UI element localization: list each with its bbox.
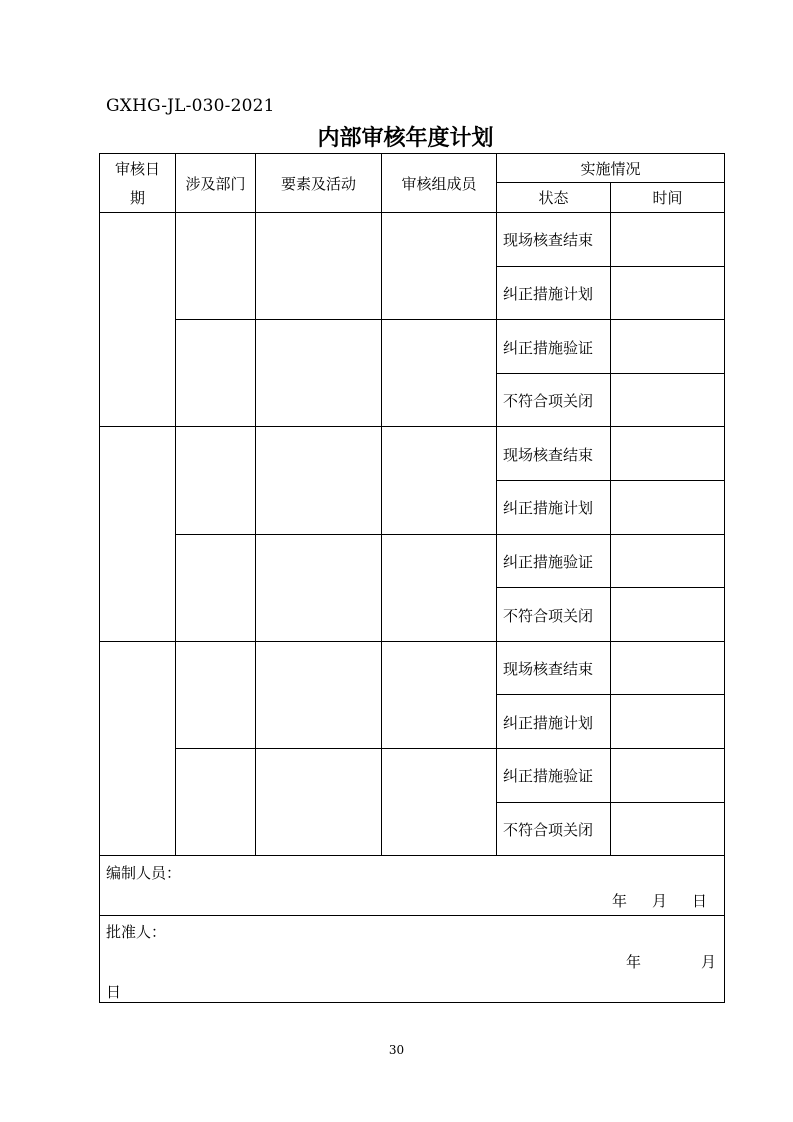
status-cell: 现场核查结束 [503,660,594,678]
header-elements-activities: 要素及活动 [280,175,356,193]
compiler-year: 年 [612,892,628,910]
header-status: 状态 [538,189,569,207]
status-cell: 不符合项关闭 [503,821,594,839]
status-cell: 不符合项关闭 [503,392,594,410]
header-audit-date-line2: 期 [129,189,145,207]
status-cell: 现场核查结束 [503,231,594,249]
approver-year: 年 [626,953,642,971]
status-cell: 纠正措施计划 [503,499,594,517]
page-number: 30 [388,1043,405,1057]
compiler-day: 日 [692,892,708,910]
document-code: GXHG-JL-030-2021 [106,96,275,116]
status-cell: 不符合项关闭 [503,607,594,625]
header-audit-team: 审核组成员 [401,175,477,193]
compiler-label: 编制人员： [106,864,182,882]
header-audit-date-line1: 审核日 [114,160,160,178]
header-time: 时间 [652,189,683,207]
page-title: 内部审核年度计划 [317,125,494,151]
compiler-month: 月 [652,892,668,910]
status-cell: 纠正措施验证 [503,553,594,571]
header-departments: 涉及部门 [185,175,246,193]
status-cell: 纠正措施验证 [503,767,594,785]
status-cell: 现场核查结束 [503,446,594,464]
approver-label: 批准人： [106,923,167,941]
status-cell: 纠正措施验证 [503,339,594,357]
approver-month: 月 [701,953,717,971]
status-cell: 纠正措施计划 [503,714,594,732]
status-cell: 纠正措施计划 [503,285,594,303]
header-implementation: 实施情况 [580,160,641,178]
approver-day: 日 [106,983,122,1001]
